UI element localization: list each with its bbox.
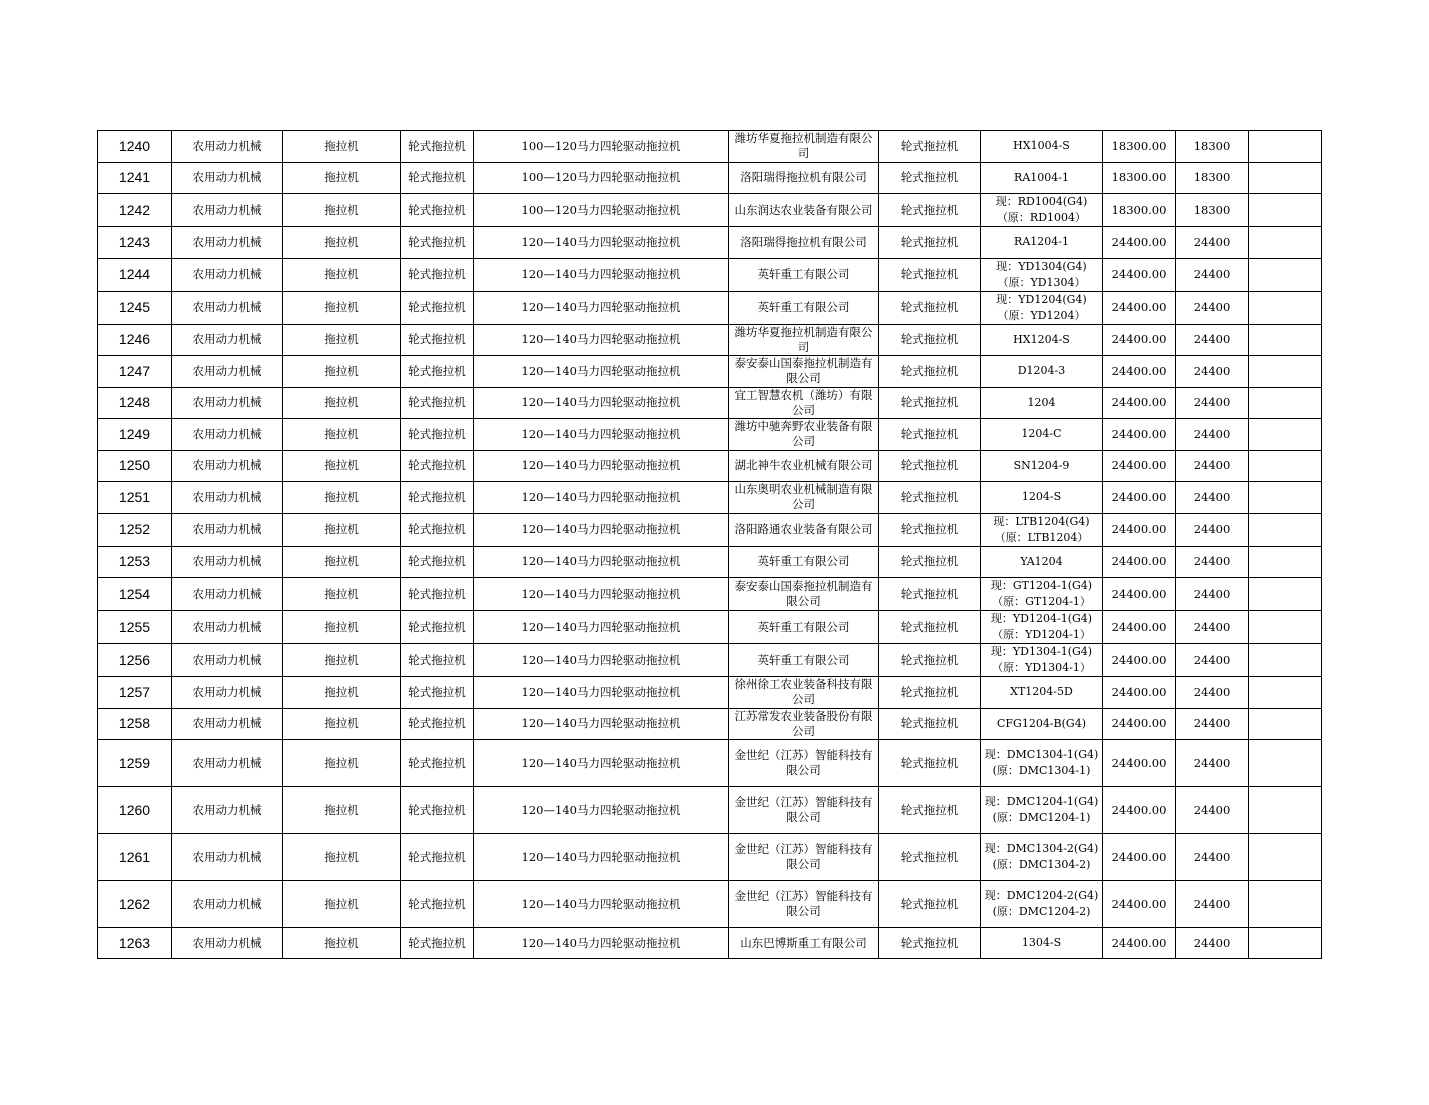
cell-spec: 120—140马力四轮驱动拖拉机: [474, 787, 729, 834]
cell-product-name: 轮式拖拉机: [879, 162, 981, 194]
table-row: [98, 708, 1322, 740]
cell-subsidy-amount: 24400.00: [1103, 611, 1176, 644]
cell-manufacturer: 英轩重工有限公司: [729, 546, 879, 578]
cell-remark: [1249, 162, 1322, 194]
cell-remark: [1249, 834, 1322, 881]
cell-spec: 120—140马力四轮驱动拖拉机: [474, 482, 729, 514]
cell-manufacturer: 徐州徐工农业装备科技有限公司: [729, 677, 879, 709]
cell-remark: [1249, 291, 1322, 324]
cell-manufacturer: 山东巴博斯重工有限公司: [729, 928, 879, 959]
cell-subsidy-rounded: 24400: [1176, 881, 1249, 928]
cell-row-number: 1242: [98, 194, 172, 227]
table-row: [98, 787, 1322, 834]
cell-subsidy-amount: 24400.00: [1103, 834, 1176, 881]
cell-manufacturer: 洛阳瑞得拖拉机有限公司: [729, 162, 879, 194]
cell-subtype: 轮式拖拉机: [401, 708, 474, 740]
cell-product-name: 轮式拖拉机: [879, 131, 981, 163]
table-row: [98, 258, 1322, 291]
cell-spec: 120—140马力四轮驱动拖拉机: [474, 611, 729, 644]
cell-machine-type: 拖拉机: [283, 740, 401, 787]
cell-subtype: 轮式拖拉机: [401, 482, 474, 514]
cell-subsidy-rounded: 24400: [1176, 578, 1249, 611]
table-row: [98, 740, 1322, 787]
cell-subtype: 轮式拖拉机: [401, 787, 474, 834]
cell-subsidy-amount: 24400.00: [1103, 324, 1176, 356]
table-row: [98, 227, 1322, 259]
cell-spec: 120—140马力四轮驱动拖拉机: [474, 419, 729, 451]
cell-product-name: 轮式拖拉机: [879, 513, 981, 546]
cell-machine-type: 拖拉机: [283, 387, 401, 419]
cell-remark: [1249, 194, 1322, 227]
cell-model: 现：DMC1204-1(G4)(原：DMC1204-1): [981, 787, 1103, 834]
cell-category: 农用动力机械: [172, 740, 283, 787]
cell-machine-type: 拖拉机: [283, 578, 401, 611]
cell-subsidy-amount: 24400.00: [1103, 387, 1176, 419]
cell-row-number: 1260: [98, 787, 172, 834]
cell-subtype: 轮式拖拉机: [401, 928, 474, 959]
cell-subsidy-amount: 24400.00: [1103, 546, 1176, 578]
cell-product-name: 轮式拖拉机: [879, 227, 981, 259]
cell-subsidy-amount: 18300.00: [1103, 194, 1176, 227]
cell-remark: [1249, 419, 1322, 451]
cell-product-name: 轮式拖拉机: [879, 708, 981, 740]
cell-model: RA1204-1: [981, 227, 1103, 259]
cell-subsidy-rounded: 24400: [1176, 677, 1249, 709]
cell-subsidy-amount: 24400.00: [1103, 708, 1176, 740]
cell-model: 现：DMC1304-2(G4)(原：DMC1304-2): [981, 834, 1103, 881]
cell-manufacturer: 英轩重工有限公司: [729, 611, 879, 644]
cell-manufacturer: 宜工智慧农机（潍坊）有限公司: [729, 387, 879, 419]
cell-model: 1304-S: [981, 928, 1103, 959]
cell-manufacturer: 潍坊华夏拖拉机制造有限公司: [729, 324, 879, 356]
cell-manufacturer: 金世纪（江苏）智能科技有限公司: [729, 787, 879, 834]
cell-row-number: 1245: [98, 291, 172, 324]
table-row: [98, 677, 1322, 709]
cell-subsidy-rounded: 24400: [1176, 611, 1249, 644]
cell-remark: [1249, 513, 1322, 546]
cell-subsidy-rounded: 24400: [1176, 227, 1249, 259]
cell-row-number: 1262: [98, 881, 172, 928]
cell-subsidy-amount: 24400.00: [1103, 450, 1176, 482]
cell-machine-type: 拖拉机: [283, 787, 401, 834]
cell-product-name: 轮式拖拉机: [879, 546, 981, 578]
cell-product-name: 轮式拖拉机: [879, 881, 981, 928]
cell-subtype: 轮式拖拉机: [401, 356, 474, 388]
cell-subsidy-amount: 18300.00: [1103, 131, 1176, 163]
cell-machine-type: 拖拉机: [283, 450, 401, 482]
cell-remark: [1249, 787, 1322, 834]
cell-category: 农用动力机械: [172, 324, 283, 356]
cell-remark: [1249, 258, 1322, 291]
cell-row-number: 1244: [98, 258, 172, 291]
cell-category: 农用动力机械: [172, 194, 283, 227]
cell-machine-type: 拖拉机: [283, 482, 401, 514]
cell-model: 1204-S: [981, 482, 1103, 514]
cell-subtype: 轮式拖拉机: [401, 513, 474, 546]
cell-category: 农用动力机械: [172, 356, 283, 388]
table-row: [98, 644, 1322, 677]
cell-subsidy-amount: 24400.00: [1103, 677, 1176, 709]
cell-category: 农用动力机械: [172, 578, 283, 611]
cell-subsidy-amount: 24400.00: [1103, 578, 1176, 611]
cell-product-name: 轮式拖拉机: [879, 740, 981, 787]
cell-subsidy-amount: 24400.00: [1103, 513, 1176, 546]
cell-subsidy-amount: 24400.00: [1103, 482, 1176, 514]
cell-category: 农用动力机械: [172, 419, 283, 451]
cell-subsidy-amount: 24400.00: [1103, 644, 1176, 677]
cell-spec: 120—140马力四轮驱动拖拉机: [474, 578, 729, 611]
cell-spec: 100—120马力四轮驱动拖拉机: [474, 131, 729, 163]
cell-manufacturer: 潍坊华夏拖拉机制造有限公司: [729, 131, 879, 163]
cell-manufacturer: 金世纪（江苏）智能科技有限公司: [729, 881, 879, 928]
cell-category: 农用动力机械: [172, 387, 283, 419]
cell-row-number: 1246: [98, 324, 172, 356]
cell-row-number: 1256: [98, 644, 172, 677]
cell-machine-type: 拖拉机: [283, 881, 401, 928]
cell-model: 现：RD1004(G4)（原：RD1004）: [981, 194, 1103, 227]
table-row: [98, 419, 1322, 451]
cell-model: 1204: [981, 387, 1103, 419]
cell-category: 农用动力机械: [172, 227, 283, 259]
cell-remark: [1249, 387, 1322, 419]
table-row: [98, 162, 1322, 194]
cell-category: 农用动力机械: [172, 677, 283, 709]
cell-subsidy-amount: 24400.00: [1103, 258, 1176, 291]
cell-category: 农用动力机械: [172, 644, 283, 677]
cell-subsidy-rounded: 24400: [1176, 324, 1249, 356]
cell-subtype: 轮式拖拉机: [401, 194, 474, 227]
table-row: [98, 482, 1322, 514]
cell-category: 农用动力机械: [172, 787, 283, 834]
table-row: [98, 578, 1322, 611]
cell-spec: 120—140马力四轮驱动拖拉机: [474, 387, 729, 419]
cell-subtype: 轮式拖拉机: [401, 291, 474, 324]
table-row: [98, 928, 1322, 959]
cell-manufacturer: 泰安泰山国泰拖拉机制造有限公司: [729, 356, 879, 388]
cell-product-name: 轮式拖拉机: [879, 450, 981, 482]
cell-row-number: 1255: [98, 611, 172, 644]
cell-machine-type: 拖拉机: [283, 708, 401, 740]
cell-subtype: 轮式拖拉机: [401, 227, 474, 259]
cell-subsidy-rounded: 24400: [1176, 740, 1249, 787]
cell-spec: 120—140马力四轮驱动拖拉机: [474, 513, 729, 546]
table-row: [98, 194, 1322, 227]
cell-machine-type: 拖拉机: [283, 131, 401, 163]
cell-manufacturer: 山东奥明农业机械制造有限公司: [729, 482, 879, 514]
cell-category: 农用动力机械: [172, 291, 283, 324]
cell-product-name: 轮式拖拉机: [879, 291, 981, 324]
cell-spec: 120—140马力四轮驱动拖拉机: [474, 644, 729, 677]
cell-subsidy-rounded: 18300: [1176, 162, 1249, 194]
cell-manufacturer: 金世纪（江苏）智能科技有限公司: [729, 740, 879, 787]
cell-manufacturer: 洛阳瑞得拖拉机有限公司: [729, 227, 879, 259]
table-row: [98, 611, 1322, 644]
cell-manufacturer: 泰安泰山国泰拖拉机制造有限公司: [729, 578, 879, 611]
cell-subsidy-rounded: 24400: [1176, 546, 1249, 578]
table-row: [98, 131, 1322, 163]
cell-model: 现：YD1304(G4)（原：YD1304）: [981, 258, 1103, 291]
cell-model: SN1204-9: [981, 450, 1103, 482]
cell-subtype: 轮式拖拉机: [401, 419, 474, 451]
cell-machine-type: 拖拉机: [283, 677, 401, 709]
cell-machine-type: 拖拉机: [283, 227, 401, 259]
cell-category: 农用动力机械: [172, 611, 283, 644]
cell-category: 农用动力机械: [172, 881, 283, 928]
table-row: [98, 450, 1322, 482]
cell-spec: 120—140马力四轮驱动拖拉机: [474, 928, 729, 959]
cell-product-name: 轮式拖拉机: [879, 787, 981, 834]
cell-subsidy-rounded: 24400: [1176, 450, 1249, 482]
cell-model: RA1004-1: [981, 162, 1103, 194]
cell-product-name: 轮式拖拉机: [879, 419, 981, 451]
table-row: [98, 291, 1322, 324]
cell-subtype: 轮式拖拉机: [401, 644, 474, 677]
cell-row-number: 1241: [98, 162, 172, 194]
cell-machine-type: 拖拉机: [283, 928, 401, 959]
cell-row-number: 1240: [98, 131, 172, 163]
cell-subsidy-rounded: 24400: [1176, 258, 1249, 291]
cell-subsidy-rounded: 24400: [1176, 787, 1249, 834]
cell-spec: 120—140马力四轮驱动拖拉机: [474, 258, 729, 291]
table-row: [98, 387, 1322, 419]
cell-row-number: 1250: [98, 450, 172, 482]
cell-subtype: 轮式拖拉机: [401, 611, 474, 644]
cell-subsidy-amount: 24400.00: [1103, 419, 1176, 451]
cell-remark: [1249, 324, 1322, 356]
cell-subtype: 轮式拖拉机: [401, 740, 474, 787]
cell-remark: [1249, 546, 1322, 578]
cell-spec: 120—140马力四轮驱动拖拉机: [474, 677, 729, 709]
cell-spec: 120—140马力四轮驱动拖拉机: [474, 324, 729, 356]
cell-row-number: 1243: [98, 227, 172, 259]
cell-remark: [1249, 677, 1322, 709]
cell-product-name: 轮式拖拉机: [879, 611, 981, 644]
cell-remark: [1249, 227, 1322, 259]
cell-remark: [1249, 881, 1322, 928]
cell-product-name: 轮式拖拉机: [879, 324, 981, 356]
cell-spec: 100—120马力四轮驱动拖拉机: [474, 162, 729, 194]
cell-manufacturer: 山东润达农业装备有限公司: [729, 194, 879, 227]
cell-spec: 120—140马力四轮驱动拖拉机: [474, 450, 729, 482]
cell-subsidy-rounded: 24400: [1176, 482, 1249, 514]
cell-model: D1204-3: [981, 356, 1103, 388]
cell-product-name: 轮式拖拉机: [879, 194, 981, 227]
cell-remark: [1249, 740, 1322, 787]
cell-category: 农用动力机械: [172, 258, 283, 291]
cell-category: 农用动力机械: [172, 450, 283, 482]
cell-spec: 120—140马力四轮驱动拖拉机: [474, 740, 729, 787]
cell-subtype: 轮式拖拉机: [401, 450, 474, 482]
cell-model: 现：DMC1304-1(G4)(原：DMC1304-1): [981, 740, 1103, 787]
cell-subsidy-amount: 24400.00: [1103, 881, 1176, 928]
cell-model: 现：YD1204-1(G4)（原：YD1204-1）: [981, 611, 1103, 644]
cell-row-number: 1257: [98, 677, 172, 709]
cell-manufacturer: 湖北神牛农业机械有限公司: [729, 450, 879, 482]
cell-product-name: 轮式拖拉机: [879, 482, 981, 514]
cell-machine-type: 拖拉机: [283, 546, 401, 578]
cell-subsidy-amount: 24400.00: [1103, 787, 1176, 834]
cell-model: 现：LTB1204(G4)（原：LTB1204）: [981, 513, 1103, 546]
cell-remark: [1249, 611, 1322, 644]
cell-subtype: 轮式拖拉机: [401, 834, 474, 881]
cell-category: 农用动力机械: [172, 834, 283, 881]
table-row: [98, 356, 1322, 388]
cell-spec: 120—140马力四轮驱动拖拉机: [474, 834, 729, 881]
cell-subtype: 轮式拖拉机: [401, 387, 474, 419]
cell-row-number: 1253: [98, 546, 172, 578]
cell-subsidy-rounded: 24400: [1176, 291, 1249, 324]
cell-subsidy-rounded: 24400: [1176, 513, 1249, 546]
cell-subtype: 轮式拖拉机: [401, 131, 474, 163]
cell-machine-type: 拖拉机: [283, 834, 401, 881]
cell-row-number: 1261: [98, 834, 172, 881]
cell-model: 现：YD1204(G4)（原：YD1204）: [981, 291, 1103, 324]
cell-remark: [1249, 644, 1322, 677]
cell-row-number: 1259: [98, 740, 172, 787]
cell-category: 农用动力机械: [172, 131, 283, 163]
cell-model: XT1204-5D: [981, 677, 1103, 709]
cell-subsidy-rounded: 24400: [1176, 387, 1249, 419]
cell-manufacturer: 洛阳路通农业装备有限公司: [729, 513, 879, 546]
cell-product-name: 轮式拖拉机: [879, 677, 981, 709]
cell-subsidy-amount: 24400.00: [1103, 928, 1176, 959]
cell-row-number: 1248: [98, 387, 172, 419]
cell-spec: 120—140马力四轮驱动拖拉机: [474, 291, 729, 324]
cell-subtype: 轮式拖拉机: [401, 677, 474, 709]
table-row: [98, 834, 1322, 881]
cell-product-name: 轮式拖拉机: [879, 644, 981, 677]
cell-product-name: 轮式拖拉机: [879, 356, 981, 388]
cell-category: 农用动力机械: [172, 513, 283, 546]
cell-remark: [1249, 482, 1322, 514]
cell-category: 农用动力机械: [172, 162, 283, 194]
cell-manufacturer: 英轩重工有限公司: [729, 291, 879, 324]
cell-subsidy-amount: 24400.00: [1103, 227, 1176, 259]
cell-row-number: 1247: [98, 356, 172, 388]
cell-row-number: 1263: [98, 928, 172, 959]
cell-model: YA1204: [981, 546, 1103, 578]
cell-subsidy-amount: 18300.00: [1103, 162, 1176, 194]
table-row: [98, 324, 1322, 356]
cell-manufacturer: 江苏常发农业装备股份有限公司: [729, 708, 879, 740]
cell-subtype: 轮式拖拉机: [401, 881, 474, 928]
cell-remark: [1249, 928, 1322, 959]
cell-subtype: 轮式拖拉机: [401, 162, 474, 194]
cell-manufacturer: 潍坊中驰奔野农业装备有限公司: [729, 419, 879, 451]
cell-subsidy-rounded: 24400: [1176, 708, 1249, 740]
cell-machine-type: 拖拉机: [283, 258, 401, 291]
cell-remark: [1249, 708, 1322, 740]
cell-subsidy-rounded: 24400: [1176, 644, 1249, 677]
cell-spec: 120—140马力四轮驱动拖拉机: [474, 708, 729, 740]
cell-remark: [1249, 450, 1322, 482]
cell-model: CFG1204-B(G4): [981, 708, 1103, 740]
cell-subsidy-rounded: 24400: [1176, 834, 1249, 881]
cell-category: 农用动力机械: [172, 928, 283, 959]
cell-model: 现：GT1204-1(G4)（原：GT1204-1）: [981, 578, 1103, 611]
cell-machine-type: 拖拉机: [283, 194, 401, 227]
cell-spec: 120—140马力四轮驱动拖拉机: [474, 227, 729, 259]
cell-machine-type: 拖拉机: [283, 324, 401, 356]
cell-product-name: 轮式拖拉机: [879, 928, 981, 959]
cell-product-name: 轮式拖拉机: [879, 387, 981, 419]
cell-row-number: 1258: [98, 708, 172, 740]
cell-model: 现：YD1304-1(G4)（原：YD1304-1）: [981, 644, 1103, 677]
cell-remark: [1249, 131, 1322, 163]
cell-machine-type: 拖拉机: [283, 291, 401, 324]
cell-model: HX1004-S: [981, 131, 1103, 163]
cell-machine-type: 拖拉机: [283, 419, 401, 451]
cell-row-number: 1252: [98, 513, 172, 546]
cell-category: 农用动力机械: [172, 708, 283, 740]
cell-subsidy-amount: 24400.00: [1103, 740, 1176, 787]
cell-row-number: 1254: [98, 578, 172, 611]
cell-subsidy-rounded: 18300: [1176, 194, 1249, 227]
cell-subsidy-rounded: 18300: [1176, 131, 1249, 163]
cell-subtype: 轮式拖拉机: [401, 578, 474, 611]
cell-product-name: 轮式拖拉机: [879, 834, 981, 881]
cell-model: 现：DMC1204-2(G4)(原：DMC1204-2): [981, 881, 1103, 928]
table-body: [98, 131, 1322, 959]
cell-row-number: 1251: [98, 482, 172, 514]
cell-manufacturer: 英轩重工有限公司: [729, 258, 879, 291]
table-row: [98, 881, 1322, 928]
cell-category: 农用动力机械: [172, 546, 283, 578]
cell-remark: [1249, 356, 1322, 388]
cell-spec: 120—140马力四轮驱动拖拉机: [474, 881, 729, 928]
cell-subsidy-rounded: 24400: [1176, 356, 1249, 388]
cell-machine-type: 拖拉机: [283, 513, 401, 546]
cell-manufacturer: 金世纪（江苏）智能科技有限公司: [729, 834, 879, 881]
cell-remark: [1249, 578, 1322, 611]
cell-subsidy-amount: 24400.00: [1103, 291, 1176, 324]
cell-spec: 100—120马力四轮驱动拖拉机: [474, 194, 729, 227]
cell-subtype: 轮式拖拉机: [401, 258, 474, 291]
cell-subtype: 轮式拖拉机: [401, 324, 474, 356]
cell-manufacturer: 英轩重工有限公司: [729, 644, 879, 677]
cell-subsidy-rounded: 24400: [1176, 419, 1249, 451]
cell-subsidy-amount: 24400.00: [1103, 356, 1176, 388]
cell-row-number: 1249: [98, 419, 172, 451]
cell-machine-type: 拖拉机: [283, 644, 401, 677]
cell-machine-type: 拖拉机: [283, 356, 401, 388]
cell-machine-type: 拖拉机: [283, 611, 401, 644]
table-row: [98, 546, 1322, 578]
table-row: [98, 513, 1322, 546]
cell-spec: 120—140马力四轮驱动拖拉机: [474, 546, 729, 578]
cell-product-name: 轮式拖拉机: [879, 258, 981, 291]
cell-product-name: 轮式拖拉机: [879, 578, 981, 611]
cell-spec: 120—140马力四轮驱动拖拉机: [474, 356, 729, 388]
cell-model: HX1204-S: [981, 324, 1103, 356]
cell-machine-type: 拖拉机: [283, 162, 401, 194]
cell-subtype: 轮式拖拉机: [401, 546, 474, 578]
subsidy-table: [97, 130, 1322, 959]
cell-category: 农用动力机械: [172, 482, 283, 514]
cell-model: 1204-C: [981, 419, 1103, 451]
cell-subsidy-rounded: 24400: [1176, 928, 1249, 959]
